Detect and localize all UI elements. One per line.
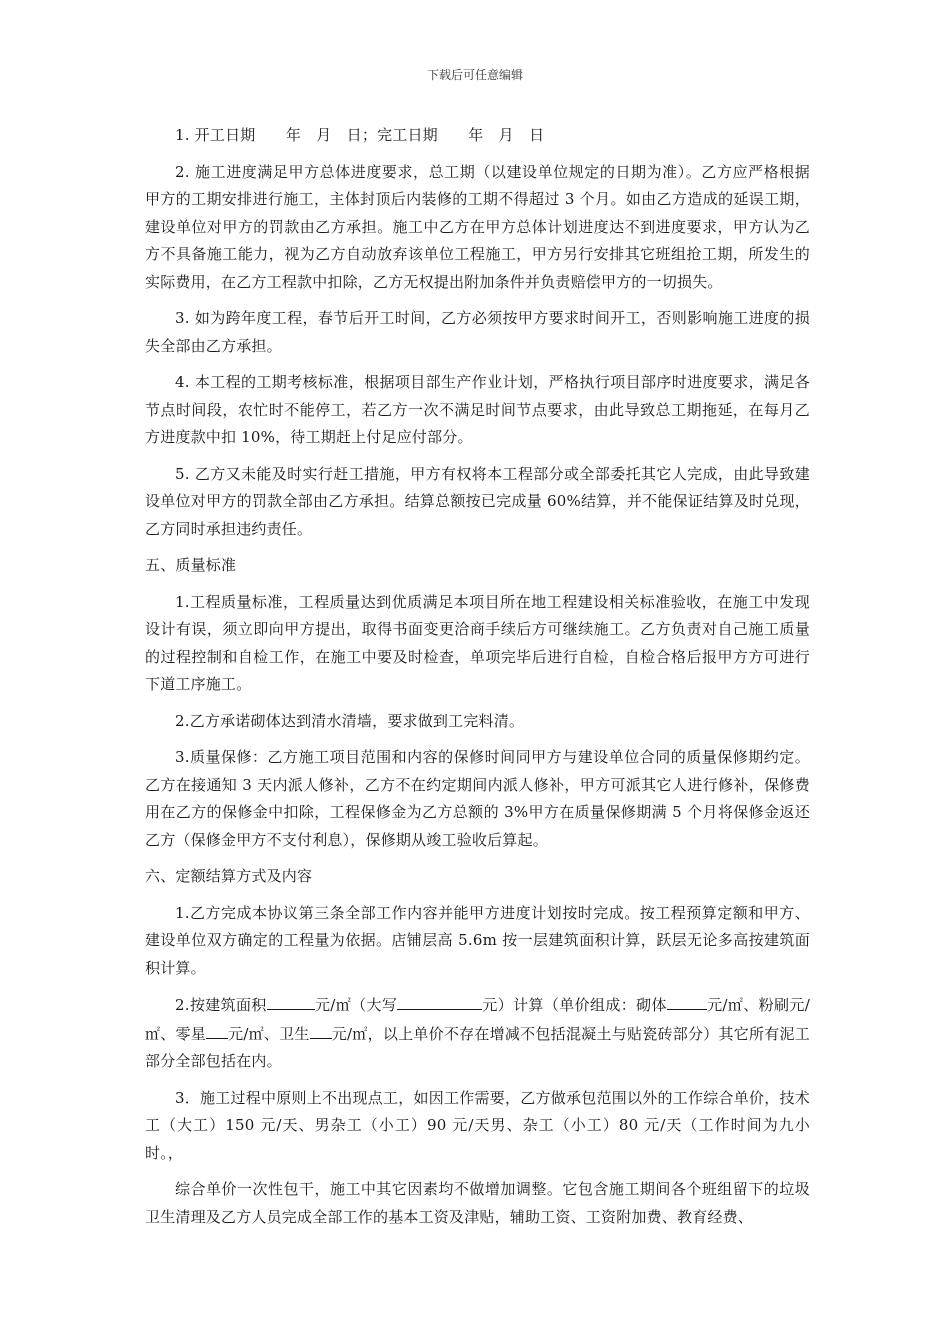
sanitation-price-blank[interactable] (310, 1020, 332, 1039)
price-in-words-blank[interactable] (397, 991, 482, 1010)
labor-rate-paragraph: 3．施工过程中原则上不出现点工，如因工作需要，乙方做承包范围以外的工作综合单价，技术工（大工）150 元/天、男杂工（小工）90 元/天男、杂工（小工）80 元/天（工作时间为九小时。， (145, 1088, 810, 1162)
cross-year-paragraph: 3. 如为跨年度工程，春节后开工时间，乙方必须按甲方要求时间开工，否则影响施工进度的损失全部由乙方承担。 (145, 309, 810, 355)
rush-measures-paragraph: 5. 乙方又未能及时实行赶工措施，甲方有权将本工程部分或全部委托其它人完成，由此导致建设单位对甲方的罚款全部由乙方承担。结算总额按已完成量 60%结算，并不能保证结算及时兑现，乙方同时承担违约责任。 (145, 464, 810, 538)
unit-price-text-f: 元/㎡，以上单价不存在增减不包括混凝土与贴瓷砖部分）其它所有泥工部分全部包括在内。 (145, 1024, 810, 1070)
unit-price-paragraph (145, 991, 810, 1076)
masonry-price-blank[interactable] (667, 991, 707, 1010)
unit-price-text-c: 元）计算（单价组成：砌体 (482, 996, 667, 1014)
masonry-commitment-paragraph: 2.乙方承诺砌体达到清水清墙，要求做到工完料清。 (175, 711, 525, 730)
schedule-requirement-paragraph: 2. 施工进度满足甲方总体进度要求，总工期（以建设单位规定的日期为准）。乙方应严格根据甲方的工期安排进行施工，主体封顶后内装修的工期不得超过 3 个月。如由乙方造成的延误工期，建设单位对甲方的罚款由乙方承担。施工中乙方在甲方总体计划进度达不到进度要求，甲方认为乙方不具备施工能力，视为乙方自动放弃该单位工程施工，甲方另行安排其它班组抢工期，所发生的实际费用，在乙方工程款中扣除，乙方无权提出附加条件并负责赔偿甲方的一切损失。 (145, 162, 810, 291)
area-price-blank[interactable] (267, 991, 315, 1010)
unit-price-text-e: 元/㎡、卫生 (228, 1024, 310, 1043)
unit-price-text-d: 元/㎡、粉刷元/㎡、零星 (145, 996, 810, 1043)
settlement-basis-paragraph: 1.乙方完成本协议第三条全部工作内容并能甲方进度计划按时完成。按工程预算定额和甲方、建设单位双方确定的工程量为依据。店铺层高 5.6m 按一层建筑面积计算，跃层无论多高按建筑面积计算。 (145, 903, 810, 977)
schedule-assessment-paragraph: 4. 本工程的工期考核标准，根据项目部生产作业计划，严格执行项目部序时进度要求，满足各节点时间段，农忙时不能停工，若乙方一次不满足时间节点要求，由此导致总工期拖延，在每月乙方进度款中扣 10%，待工期赶上付足应付部分。 (145, 373, 810, 446)
section-heading-quality: 五、质量标准 (145, 556, 237, 574)
quality-standard-paragraph: 1.工程质量标准，工程质量达到优质满足本项目所在地工程建设相关标准验收，在施工中发现设计有误，须立即向甲方提出，取得书面变更洽商手续后方可继续施工。乙方负责对自己施工质量的过程控制和自检工作，在施工中要及时检查，单项完毕后进行自检，自检合格后报甲方方可进行下道工序施工。 (145, 592, 810, 693)
unit-price-text-a: 2.按建筑面积 (175, 996, 267, 1014)
warranty-paragraph: 3.质量保修：乙方施工项目范围和内容的保修时间同甲方与建设单位合同的质量保修期约定。乙方在接通知 3 天内派人修补，乙方不在约定期间内派人修补，甲方可派其它人进行修补，保修费用在乙方的保修金中扣除，工程保修金为乙方总额的 3%甲方在质量保修期满 5 个月将保修金返还乙方（保修金甲方不支付利息），保修期从竣工验收后算起。 (145, 748, 810, 849)
section-heading-settlement: 六、定额结算方式及内容 (145, 867, 313, 885)
page-header: 下载后可任意编辑 (426, 68, 523, 82)
schedule-dates-paragraph: 1. 开工日期 年 月 日；完工日期 年 月 日 (175, 126, 545, 144)
misc-price-blank[interactable] (206, 1020, 228, 1039)
lump-sum-paragraph: 综合单价一次性包干，施工中其它因素均不做增加调整。它包含施工期间各个班组留下的垃圾卫生清理及乙方人员完成全部工作的基本工资及津贴，辅助工资、工资附加费、教育经费、 (145, 1180, 810, 1226)
unit-price-text-b: 元/㎡（大写 (314, 996, 398, 1014)
document-body (145, 122, 810, 1240)
